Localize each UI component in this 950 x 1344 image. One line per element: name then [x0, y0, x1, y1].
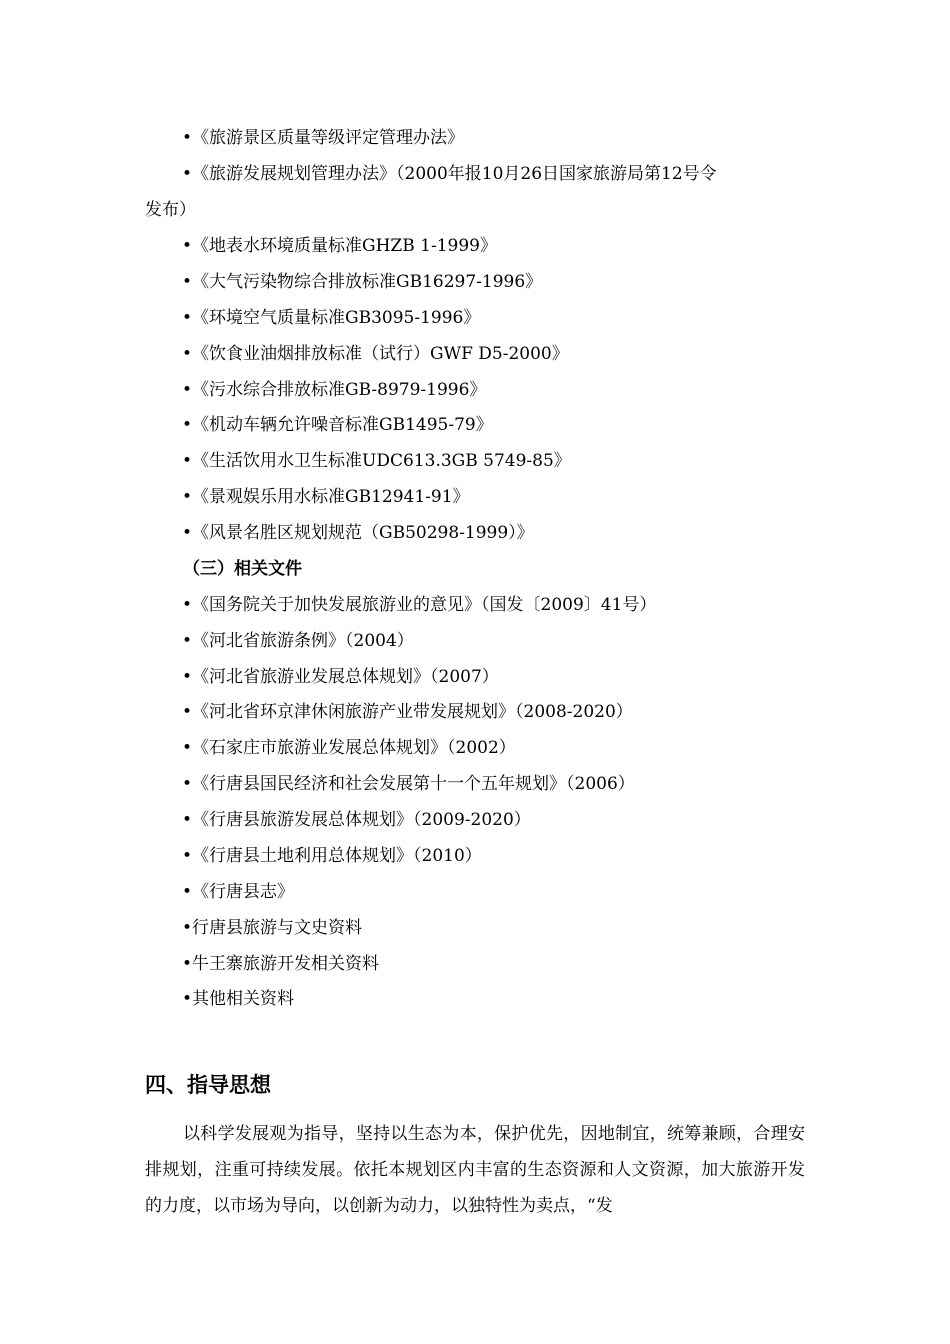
list-item: •《河北省旅游条例》（2004）	[182, 631, 414, 651]
list-item-continuation: 发布）	[145, 200, 196, 220]
list-item: •《行唐县国民经济和社会发展第十一个五年规划》（2006）	[182, 774, 635, 794]
list-item: •《河北省环京津休闲旅游产业带发展规划》（2008-2020）	[182, 702, 633, 722]
list-item: •《石家庄市旅游业发展总体规划》（2002）	[182, 738, 516, 758]
subsection-title: （三）相关文件	[183, 559, 302, 579]
list-item: •《河北省旅游业发展总体规划》（2007）	[182, 667, 499, 687]
list-item: •《机动车辆允许噪音标准GB1495-79》	[182, 415, 493, 435]
list-item: •《旅游景区质量等级评定管理办法》	[182, 128, 465, 148]
list-item: •《景观娱乐用水标准GB12941-91》	[182, 487, 470, 507]
list-item: •牛王寨旅游开发相关资料	[182, 954, 380, 974]
list-item: •《地表水环境质量标准GHZB 1-1999》	[182, 236, 497, 256]
list-item: •行唐县旅游与文史资料	[182, 918, 363, 938]
list-item: •其他相关资料	[182, 989, 295, 1009]
list-item: •《大气污染物综合排放标准GB16297-1996》	[182, 272, 543, 292]
list-item: •《行唐县志》	[182, 882, 295, 902]
list-item: •《生活饮用水卫生标准UDC613.3GB 5749-85》	[182, 451, 571, 471]
list-item: •《饮食业油烟排放标准（试行）GWF D5-2000》	[182, 344, 569, 364]
list-item: •《行唐县旅游发展总体规划》（2009-2020）	[182, 810, 531, 830]
list-item: •《环境空气质量标准GB3095-1996》	[182, 308, 481, 328]
body-paragraph: 以科学发展观为指导，坚持以生态为本，保护优先，因地制宜，统筹兼顾，合理安排规划，注重可持续发展。依托本规划区内丰富的生态资源和人文资源，加大旅游开发的力度，以市场为导向，以创新为动力，以独特性为卖点，“发	[145, 1124, 805, 1216]
list-item: •《风景名胜区规划规范（GB50298-1999）》	[182, 523, 534, 543]
list-item: •《污水综合排放标准GB-8979-1996》	[182, 380, 487, 400]
list-item: •《行唐县土地利用总体规划》（2010）	[182, 846, 482, 866]
list-item: •《国务院关于加快发展旅游业的意见》（国发〔2009〕41号）	[182, 595, 657, 615]
list-item: •《旅游发展规划管理办法》（2000年报10月26日国家旅游局第12号令	[182, 164, 717, 184]
section-heading: 四、指导思想	[145, 1073, 271, 1097]
